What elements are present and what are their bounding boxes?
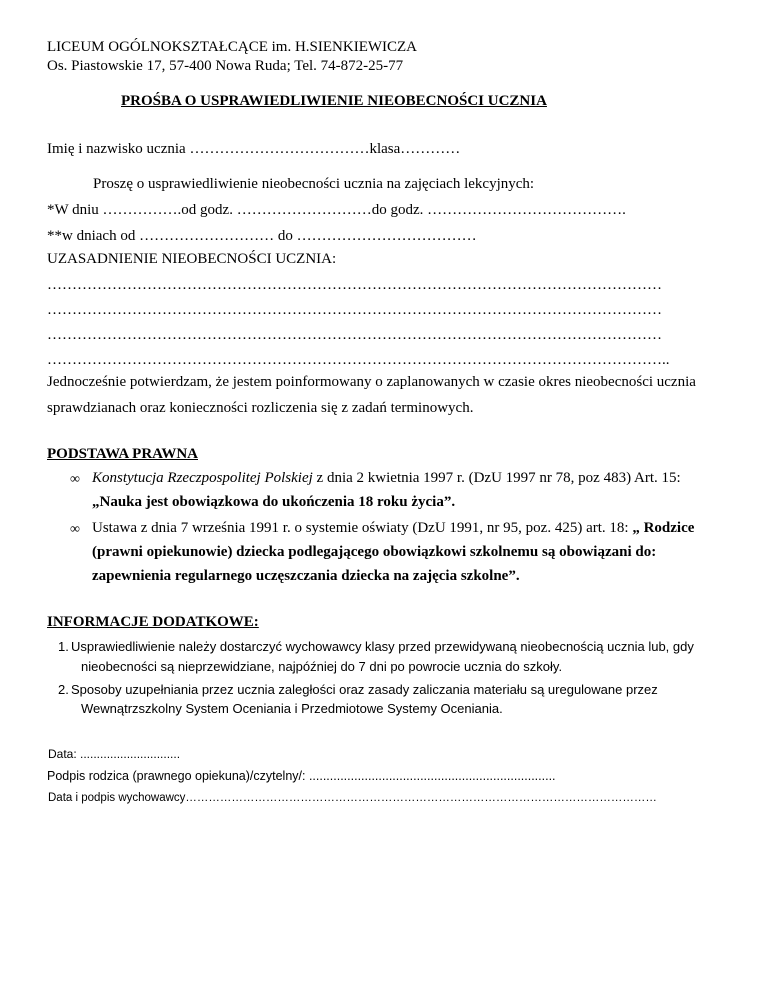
info-item2-line1: Sposoby uzupełniania przez ucznia zaległości oraz zasady zaliczania materiału są uregulowane przez bbox=[71, 682, 658, 697]
education-act-quote-start: „ Rodzice bbox=[632, 520, 695, 536]
info-item1-line2: nieobecności są nieprzewidziane, najpóźniej do 7 dni po powrocie ucznia do szkoły. bbox=[81, 659, 563, 674]
infinity-bullet-icon: ∞ bbox=[70, 522, 80, 537]
education-act-details: Ustawa z dnia 7 września 1991 r. o systemie oświaty (DzU 1991, nr 95, poz. 425) art. 18: bbox=[92, 520, 633, 536]
justification-dotted-line: …………………………………………………………………………………………………………… bbox=[47, 277, 662, 293]
confirmation-text-line1: Jednocześnie potwierdzam, że jestem poinformowany o zaplanowanych w czasie okres nieobecności ucznia bbox=[47, 374, 696, 390]
justification-dotted-line: …………………………………………………………………………………………………………… bbox=[47, 302, 662, 318]
education-act-quote-line3: zapewnienia regularnego uczęszczania dziecka na zajęcia szkolne”. bbox=[92, 568, 520, 584]
confirmation-text-line2: sprawdzianach oraz konieczności rozliczenia się z zadań terminowych. bbox=[47, 400, 474, 416]
teacher-signature-field[interactable]: Data i podpis wychowawcy…………………………………………………………………………………………………………… bbox=[48, 792, 657, 804]
school-address: Os. Piastowskie 17, 57-400 Nowa Ruda; Tel. 74-872-25-77 bbox=[47, 58, 404, 74]
single-day-line: *W dniu …………….od godz. ………………………do godz. …………………………………. bbox=[47, 202, 626, 218]
education-act-quote-line2: (prawni opiekunowie) dziecka podlegającego obowiązkowi szkolnemu są obowiązani do: bbox=[92, 544, 657, 560]
info-item2-line2: Wewnątrzszkolny System Oceniania i Przedmiotowe Systemy Oceniania. bbox=[81, 701, 503, 716]
infinity-bullet-icon: ∞ bbox=[70, 472, 80, 487]
justification-dotted-line: …………………………………………………………………………………………………………….. bbox=[47, 352, 670, 368]
info-item-number: 1. bbox=[58, 639, 69, 654]
constitution-title: Konstytucja Rzeczpospolitej Polskiej bbox=[92, 470, 313, 486]
document-title: PROŚBA O USPRAWIEDLIWIENIE NIEOBECNOŚCI UCZNIA bbox=[121, 93, 547, 109]
legal-basis-heading: PODSTAWA PRAWNA bbox=[47, 446, 198, 462]
legal-item-constitution bbox=[92, 470, 681, 487]
student-name-class-line: Imię i nazwisko ucznia ………………………………klasa………… bbox=[47, 141, 461, 157]
additional-info-heading: INFORMACJE DODATKOWE: bbox=[47, 614, 259, 630]
legal-item-education-act bbox=[92, 520, 694, 537]
justification-dotted-line: …………………………………………………………………………………………………………… bbox=[47, 327, 662, 343]
constitution-quote: „Nauka jest obowiązkowa do ukończenia 18 roku życia”. bbox=[92, 494, 456, 510]
parent-signature-field[interactable]: Podpis rodzica (prawnego opiekuna)/czytelny/: ....................................................................... bbox=[47, 769, 556, 783]
info-item-number: 2. bbox=[58, 682, 69, 697]
constitution-details: z dnia 2 kwietnia 1997 r. (DzU 1997 nr 78, poz 483) Art. 15: bbox=[312, 470, 681, 486]
justification-heading: UZASADNIENIE NIEOBECNOŚCI UCZNIA: bbox=[47, 251, 337, 267]
request-text: Proszę o usprawiedliwienie nieobecności ucznia na zajęciach lekcyjnych: bbox=[93, 176, 535, 192]
multi-day-line: **w dniach od ……………………… do ……………………………… bbox=[47, 228, 477, 244]
date-field[interactable]: Data: .............................. bbox=[48, 747, 181, 761]
info-item1-line1: Usprawiedliwienie należy dostarczyć wychowawcy klasy przed przewidywaną nieobecnością ucznia lub, gdy bbox=[71, 639, 694, 654]
school-name: LICEUM OGÓLNOKSZTAŁCĄCE im. H.SIENKIEWICZA bbox=[47, 39, 418, 55]
